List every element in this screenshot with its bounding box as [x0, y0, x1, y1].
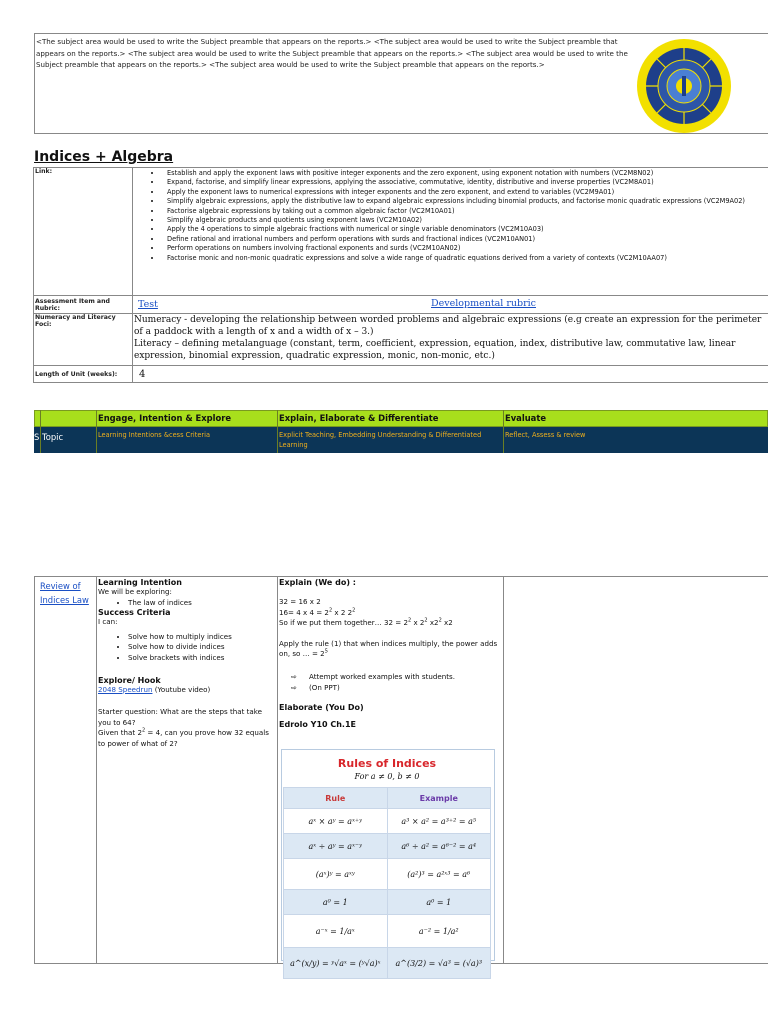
exponent: 2 — [424, 617, 428, 624]
example-cell: a⁻² = 1/a² — [387, 915, 491, 948]
topic-header: Topic — [42, 432, 64, 442]
unit-title: Indices + Algebra — [34, 149, 174, 165]
rule-column-header: Rule — [284, 788, 388, 809]
rules-table — [283, 787, 491, 979]
curriculum-link: • Establish and apply the exponent laws with positive integer exponents and the zero exponent, using exponent notation with numbers (VC2M8N02) — [162, 169, 768, 178]
rule-cell: a⁻ˣ = 1/aˣ — [284, 915, 388, 948]
given-question — [98, 728, 275, 749]
learning-intentions-subheader: Learning Intentions &cess Criteria — [98, 431, 210, 439]
learning-intention-heading: Learning Intention — [98, 578, 182, 587]
rules-subtitle: For a ≠ 0, b ≠ 0 — [354, 772, 420, 781]
elaborate-heading: Elaborate (You Do) — [279, 703, 364, 713]
speedrun-video-link[interactable]: 2048 Speedrun — [98, 684, 153, 694]
curriculum-link: • Factorise algebraic expressions by taking out a common algebraic factor (VC2M10A01) — [162, 207, 768, 216]
given-text: Given that 2 — [98, 728, 142, 738]
link-label: Link: — [34, 168, 133, 296]
explain-text: x 2 — [413, 618, 425, 628]
rule-cell: (aˣ)ʸ = aˣʸ — [284, 859, 388, 890]
explain-text: x 2 — [334, 607, 346, 617]
column-divider — [503, 410, 504, 453]
rule-text: Apply the rule (1) that when indices multiply, the power adds on, so … = 2 — [279, 638, 498, 659]
explain-text: x2 — [444, 618, 453, 628]
hook-line — [98, 685, 275, 696]
rule-cell: aˣ ÷ aʸ = aˣ⁻ʸ — [284, 834, 388, 859]
explain-text: 16= 4 x 4 = 2 — [279, 607, 329, 617]
success-criteria-heading: Success Criteria — [98, 608, 171, 618]
list-item: • Solve how to divide indices — [128, 642, 275, 653]
explain-text: So if we put them together… 32 = 2 — [279, 618, 408, 628]
success-criteria-list — [98, 632, 275, 664]
school-emblem-wheel-icon — [636, 38, 732, 134]
curriculum-link: • Expand, factorise, and simplify linear expressions, applying the associative, commutative, identity, distributive and inverse properties (VC2M8A01) — [162, 178, 768, 187]
explain-header: Explain, Elaborate & Differentiate — [279, 413, 439, 423]
example-cell: a³ × a² = a³⁺² = a⁵ — [387, 809, 491, 834]
exponent: 5 — [324, 649, 328, 656]
hook-heading: Explore/ Hook — [98, 675, 161, 685]
engage-header: Engage, Intention & Explore — [98, 413, 232, 423]
length-value: 4 — [133, 366, 768, 383]
exponent: 2 — [352, 607, 356, 614]
engage-column — [98, 578, 275, 750]
explain-heading: Explain (We do) : — [279, 578, 356, 587]
list-item: • Solve how to multiply indices — [128, 632, 275, 643]
list-item: • The law of indices — [128, 598, 275, 609]
evaluate-header: Evaluate — [505, 413, 546, 423]
topic-link-review-of-indices-law[interactable] — [40, 579, 89, 607]
list-item: ⇨ (On PPT) — [309, 683, 501, 694]
curriculum-link: • Apply the 4 operations to simple algebraic fractions with numerical or single variable denominators (VC2M10A03) — [162, 225, 768, 234]
learning-intention-intro: We will be exploring: — [98, 587, 172, 596]
developmental-rubric-link[interactable]: Developmental rubric — [431, 298, 536, 309]
hook-note: (Youtube video) — [154, 684, 211, 694]
success-criteria-intro: I can: — [98, 617, 118, 627]
explain-line — [279, 618, 501, 629]
lesson-column-divider — [96, 576, 97, 964]
assessment-cell — [133, 296, 768, 314]
rule-cell: a⁰ = 1 — [284, 890, 388, 915]
assessment-label: Assessment Item and Rubric: — [34, 296, 133, 314]
rule-cell: a^(x/y) = ʸ√aˣ = (ʸ√a)ˣ — [284, 948, 388, 979]
example-cell: a⁶ ÷ a² = a⁶⁻² = a⁴ — [387, 834, 491, 859]
explain-column — [279, 578, 501, 729]
exponent: 2 — [141, 727, 146, 734]
explain-line: 32 = 16 x 2 — [279, 597, 321, 606]
column-divider — [277, 410, 278, 453]
subject-preamble: <The subject area would be used to write the Subject preamble that appears on the reports.> <The subject area would be used to write the Subject preamble that appears on the reports.> <The subject area would be used to write the Subject preamble that appears on the reports.> <The subject area would be used to write the Subject preamble that appears on the reports.> <The subject area would be used to write the Subject preamble that appears on the reports.> — [36, 37, 628, 69]
edrolo-reference: Edrolo Y10 Ch.1E — [279, 720, 357, 730]
curriculum-links-list — [134, 169, 768, 263]
curriculum-link: • Apply the exponent laws to numerical expressions with integer exponents and the zero exponent, and extend to variables (VC2M9A01) — [162, 188, 768, 197]
column-divider — [40, 410, 41, 453]
explicit-teaching-subheader: Explicit Teaching, Embedding Understanding & Differentiated Learning — [279, 431, 482, 449]
lesson-column-divider — [503, 576, 504, 964]
test-link[interactable]: Test — [138, 299, 158, 310]
rules-title: Rules of Indices — [337, 757, 437, 770]
learning-intention-list — [98, 598, 275, 609]
curriculum-link: • Factorise monic and non-monic quadratic expressions and solve a wide range of quadratic equations derived from a variety of contexts (VC2M10AA07) — [162, 254, 768, 263]
example-cell: a⁰ = 1 — [387, 890, 491, 915]
row-number: S — [34, 432, 40, 442]
example-cell: (a²)³ = a²ˣ³ = a⁶ — [387, 859, 491, 890]
example-cell: a^(3/2) = √a³ = (√a)³ — [387, 948, 491, 979]
reflect-subheader: Reflect, Assess & review — [505, 431, 586, 439]
unit-info-table — [33, 167, 768, 383]
explain-text: x2 — [429, 618, 439, 628]
exponent: 2 — [328, 607, 333, 614]
given-text: = 4, can you prove how 32 equals to power of what of 2? — [98, 728, 269, 748]
curriculum-link: • Perform operations on numbers involving fractional exponents and surds (VC2M10AN02) — [162, 244, 768, 253]
foci-label: Numeracy and Literacy Foci: — [34, 314, 133, 366]
literacy-foci: Literacy – defining metalanguage (constant, term, coefficient, expression, equation, index, distributive law, commutative law, linear expression, binomial expression, quadratic expression, monic, non-monic, etc.) — [134, 339, 736, 361]
example-column-header: Example — [387, 788, 491, 809]
list-item: ⇨ Attempt worked examples with students. — [309, 672, 501, 683]
length-label: Length of Unit (weeks): — [34, 366, 133, 383]
exponent: 2 — [407, 617, 412, 624]
curriculum-link: • Define rational and irrational numbers and perform operations with surds and fractional indices (VC2M10AN01) — [162, 235, 768, 244]
worked-examples-list — [279, 672, 501, 693]
list-item: • Solve brackets with indices — [128, 653, 275, 664]
curriculum-links-cell — [133, 168, 768, 296]
topic-line: Review of — [40, 581, 81, 591]
numeracy-literacy-cell — [133, 314, 768, 366]
rule-explanation — [279, 639, 501, 660]
curriculum-link: • Simplify algebraic expressions, apply the distributive law to expand algebraic expressions including binomial products, and factorise monic quadratic expressions (VC2M9A02) — [162, 197, 768, 206]
numeracy-foci: Numeracy - developing the relationship between worded problems and algebraic expressions (e.g create an expression for the perimeter of a paddock with a length of x and a width of x – 3.) — [134, 315, 762, 337]
curriculum-link: • Simplify algebraic products and quotients using exponent laws (VC2M10A02) — [162, 216, 768, 225]
topic-line: Indices Law — [40, 595, 89, 605]
lesson-column-divider — [277, 576, 278, 964]
rule-cell: aˣ × aʸ = aˣ⁺ʸ — [284, 809, 388, 834]
starter-question: Starter question: What are the steps that take you to 64? — [98, 707, 262, 727]
explain-line: 16= 4 x $4 = 2^2$ x 2 $2^2$ — [279, 607, 356, 617]
exponent: 2 — [438, 617, 442, 624]
column-divider — [96, 410, 97, 453]
